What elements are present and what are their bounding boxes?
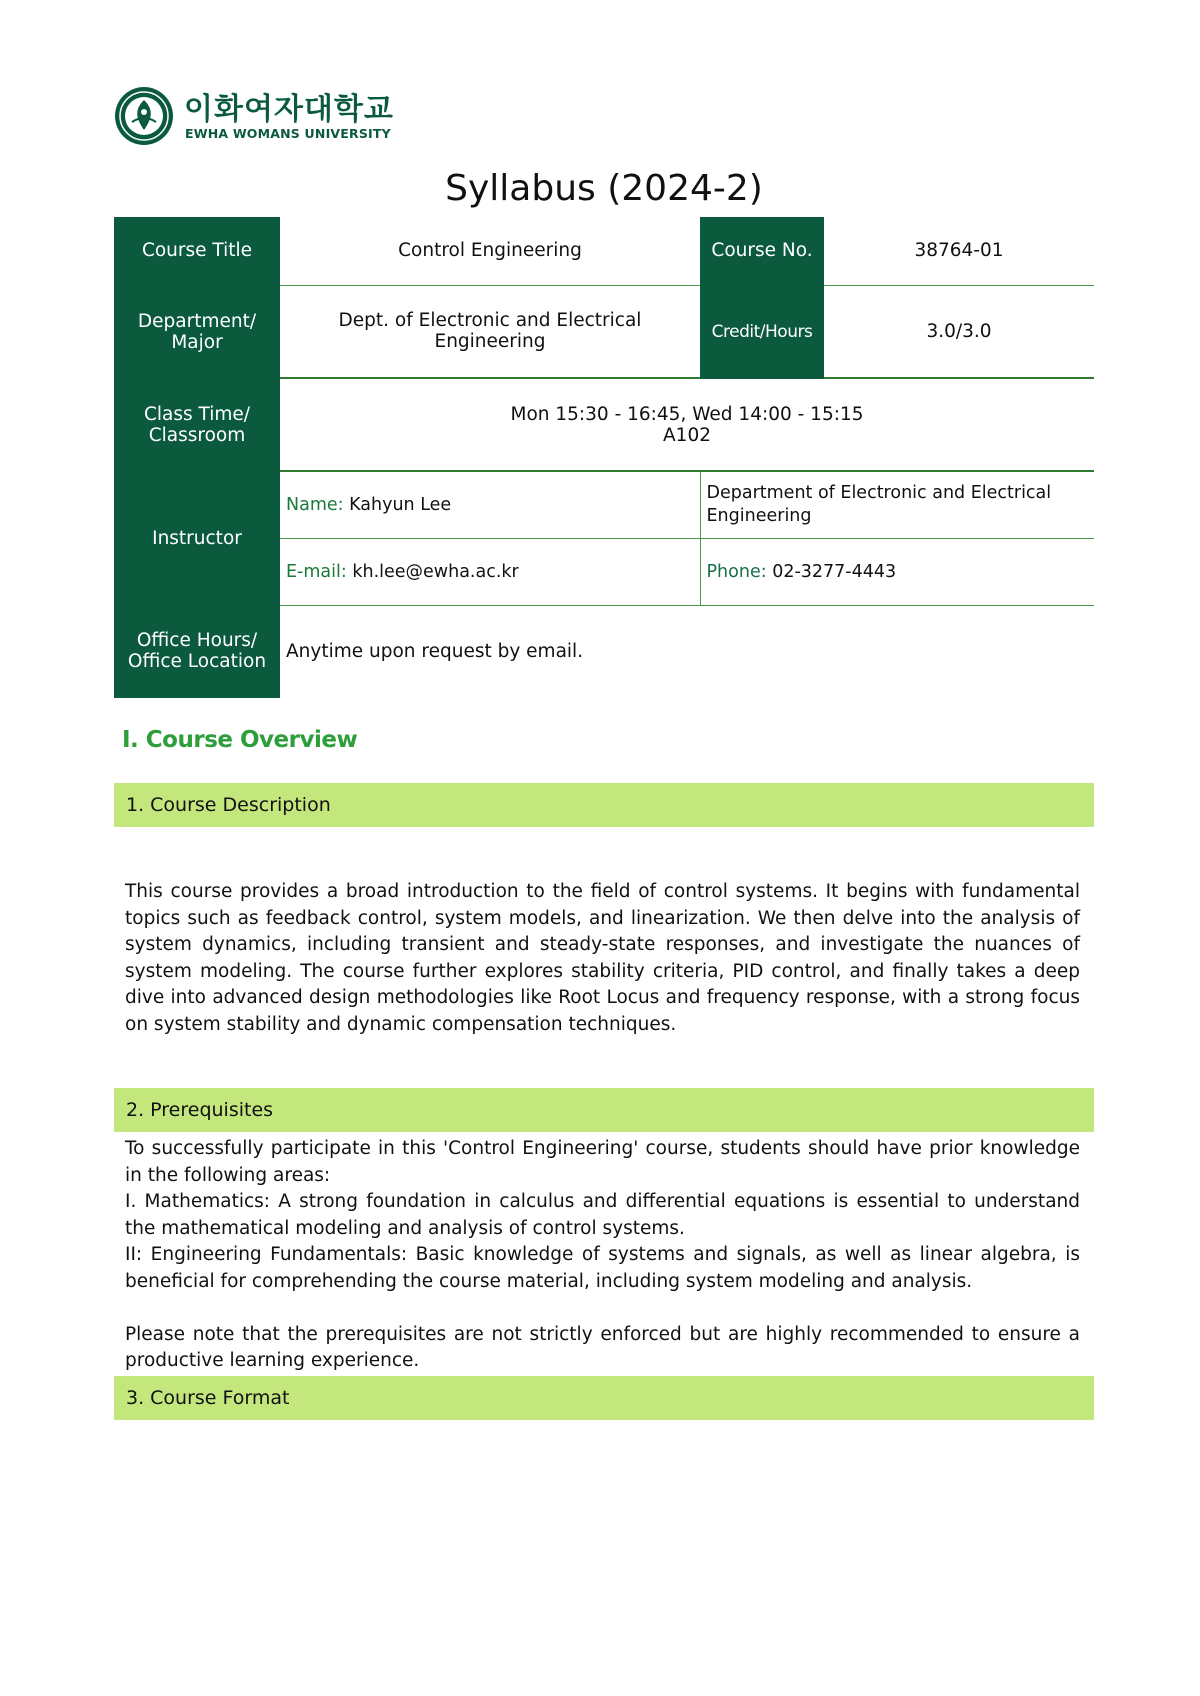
instructor-email: kh.lee@ewha.ac.kr (352, 561, 519, 582)
instructor-name: Kahyun Lee (349, 494, 452, 515)
course-info-table (114, 217, 1094, 698)
instructor-dept-line1: Department of Electronic and Electrical (706, 482, 1052, 503)
prerequisites-bar: 2. Prerequisites (114, 1088, 1094, 1132)
university-seal-icon (114, 86, 174, 146)
instructor-row-1 (114, 471, 1094, 538)
class-time-text: Mon 15:30 - 16:45, Wed 14:00 - 15:15 (510, 403, 864, 425)
prerequisites-note: Please note that the prerequisites are not strictly enforced but are highly recommended to ensure a productive learning experience. (125, 1323, 1080, 1371)
course-title-row (114, 217, 1094, 285)
department-row (114, 285, 1094, 378)
phone-key: Phone: (706, 561, 767, 582)
page-title: Syllabus (2024-2) (445, 168, 763, 209)
course-description-paragraph: This course provides a broad introduction to the field of control systems. It begins with fundamental topics such as feedback control, system models, and linearization. We then delve into the analysis of system dynamics, including transient and steady-state responses, and investigate the nuances of system modeling. The course further explores stability criteria, PID control, and finally takes a deep dive into advanced design methodologies like Root Locus and frequency response, with a strong focus on system stability and dynamic compensation techniques. (125, 881, 1080, 1035)
prerequisites-item-1: I. Mathematics: A strong foundation in calculus and differential equations is essential to understand the mathematical modeling and analysis of control systems. (125, 1191, 1080, 1239)
course-description-text (125, 879, 1080, 1038)
credit-label: Credit/Hours (700, 285, 824, 378)
logo-english-name: EWHA WOMANS UNIVERSITY (185, 126, 391, 141)
instructor-phone-cell (700, 538, 1094, 605)
department-label (114, 285, 280, 378)
course-title-label: Course Title (114, 217, 280, 285)
prerequisites-spacer (125, 1295, 1080, 1322)
class-time-label (114, 378, 280, 471)
department-value-line1: Dept. of Electronic and Electrical (338, 310, 642, 332)
course-overview-heading: Ⅰ. Course Overview (122, 727, 358, 753)
course-format-bar: 3. Course Format (114, 1376, 1094, 1420)
prerequisites-item-2: II: Engineering Fundamentals: Basic knowledge of systems and signals, as well as linear algebra, is beneficial for comprehending the course material, including system modeling and analysis. (125, 1244, 1080, 1292)
office-row (114, 605, 1094, 697)
instructor-name-cell (280, 471, 700, 538)
office-label (114, 605, 280, 697)
instructor-dept-cell (700, 471, 1094, 538)
instructor-label: Instructor (114, 471, 280, 605)
department-value-line2: Engineering (434, 331, 546, 353)
instructor-phone: 02-3277-4443 (772, 561, 897, 582)
class-time-label-line2: Classroom (148, 424, 246, 446)
credit-value: 3.0/3.0 (824, 285, 1094, 378)
course-no-label: Course No. (700, 217, 824, 285)
office-label-line2: Office Location (127, 651, 267, 672)
instructor-email-cell (280, 538, 700, 605)
logo-korean-name: 이화여자대학교 (184, 92, 394, 127)
name-key: Name: (286, 494, 344, 515)
office-label-line1: Office Hours/ (136, 630, 258, 651)
course-no-value: 38764-01 (824, 217, 1094, 285)
course-title-value: Control Engineering (280, 217, 700, 285)
course-description-bar: 1. Course Description (114, 783, 1094, 827)
class-time-value (280, 378, 1094, 471)
department-label-line1: Department/ (137, 310, 257, 332)
prerequisites-text (125, 1136, 1080, 1375)
department-value (280, 285, 700, 378)
email-key: E-mail: (286, 561, 347, 582)
office-value: Anytime upon request by email. (286, 640, 584, 662)
class-time-label-line1: Class Time/ (143, 403, 251, 425)
prerequisites-intro: To successfully participate in this 'Control Engineering' course, students should have prior knowledge in the following areas: (125, 1138, 1080, 1186)
instructor-dept-line2: Engineering (706, 505, 812, 526)
department-label-line2: Major (171, 331, 223, 353)
classroom-text: A102 (663, 424, 711, 446)
class-time-row (114, 378, 1094, 471)
